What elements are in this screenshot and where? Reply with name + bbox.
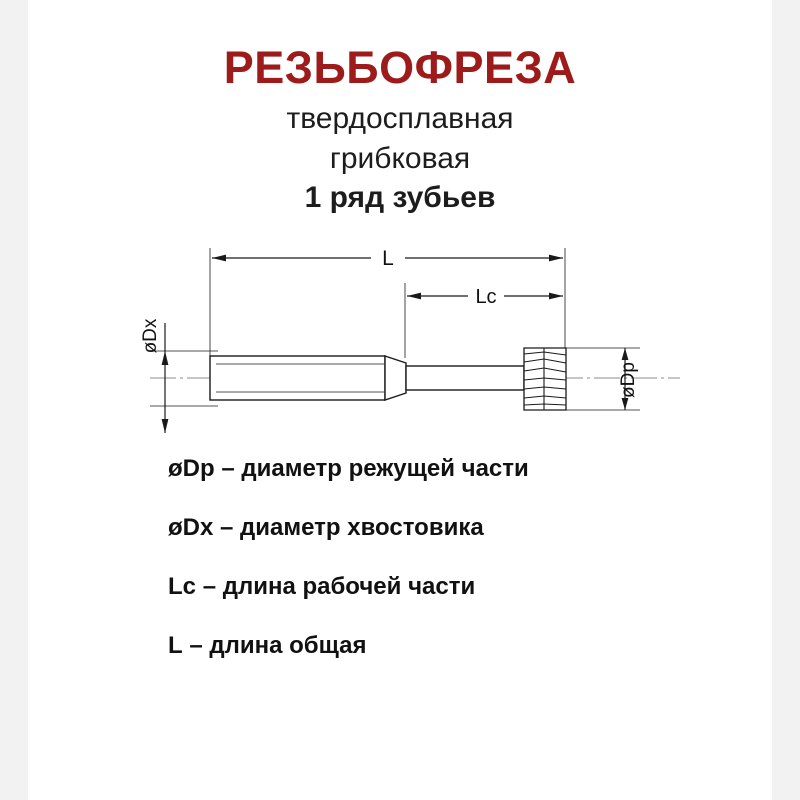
dimension-label-Dx: øDx — [140, 318, 161, 354]
legend-text-dp: диаметр режущей части — [241, 455, 529, 482]
dimension-label-Lc: Lc — [475, 286, 497, 308]
legend-item-dp — [168, 455, 768, 483]
dimension-overall-length — [212, 246, 563, 270]
legend-dash-dx: – — [220, 514, 234, 541]
dimension-shank-diameter — [140, 318, 168, 433]
legend-text-dx: диаметр хвостовика — [240, 514, 484, 541]
dimension-cutting-diameter — [618, 348, 639, 410]
subtitle-line-3: 1 ряд зубьев — [304, 181, 496, 215]
legend-dash-lc: – — [202, 573, 217, 600]
legend-symbol-lc: Lc — [168, 573, 197, 600]
page-title: РЕЗЬБОФРЕЗА — [223, 42, 577, 93]
subtitle-line-2: грибковая — [329, 141, 471, 175]
tool-body-outline — [210, 356, 524, 400]
title-subtitle — [0, 99, 800, 218]
title-block — [0, 44, 800, 218]
legend-item-dx — [168, 514, 768, 542]
dimension-cutting-length — [407, 284, 563, 308]
legend-dash-dp: – — [221, 455, 235, 482]
dimension-label-L: L — [382, 247, 394, 270]
legend-text-lc: длина рабочей части — [222, 573, 476, 600]
subtitle-line-1: твердосплавная — [286, 102, 514, 136]
legend-dash-l: – — [189, 632, 203, 659]
legend-list — [168, 455, 768, 691]
legend-text-l: длина общая — [209, 632, 367, 659]
legend-item-lc — [168, 573, 768, 601]
legend-item-l — [168, 632, 768, 660]
tool-technical-drawing — [120, 228, 700, 458]
dimension-label-Dp: øDp — [618, 362, 639, 398]
legend-symbol-dp: øDp — [168, 455, 215, 482]
legend-symbol-l: L — [168, 632, 183, 659]
legend-symbol-dx: øDx — [168, 514, 214, 541]
